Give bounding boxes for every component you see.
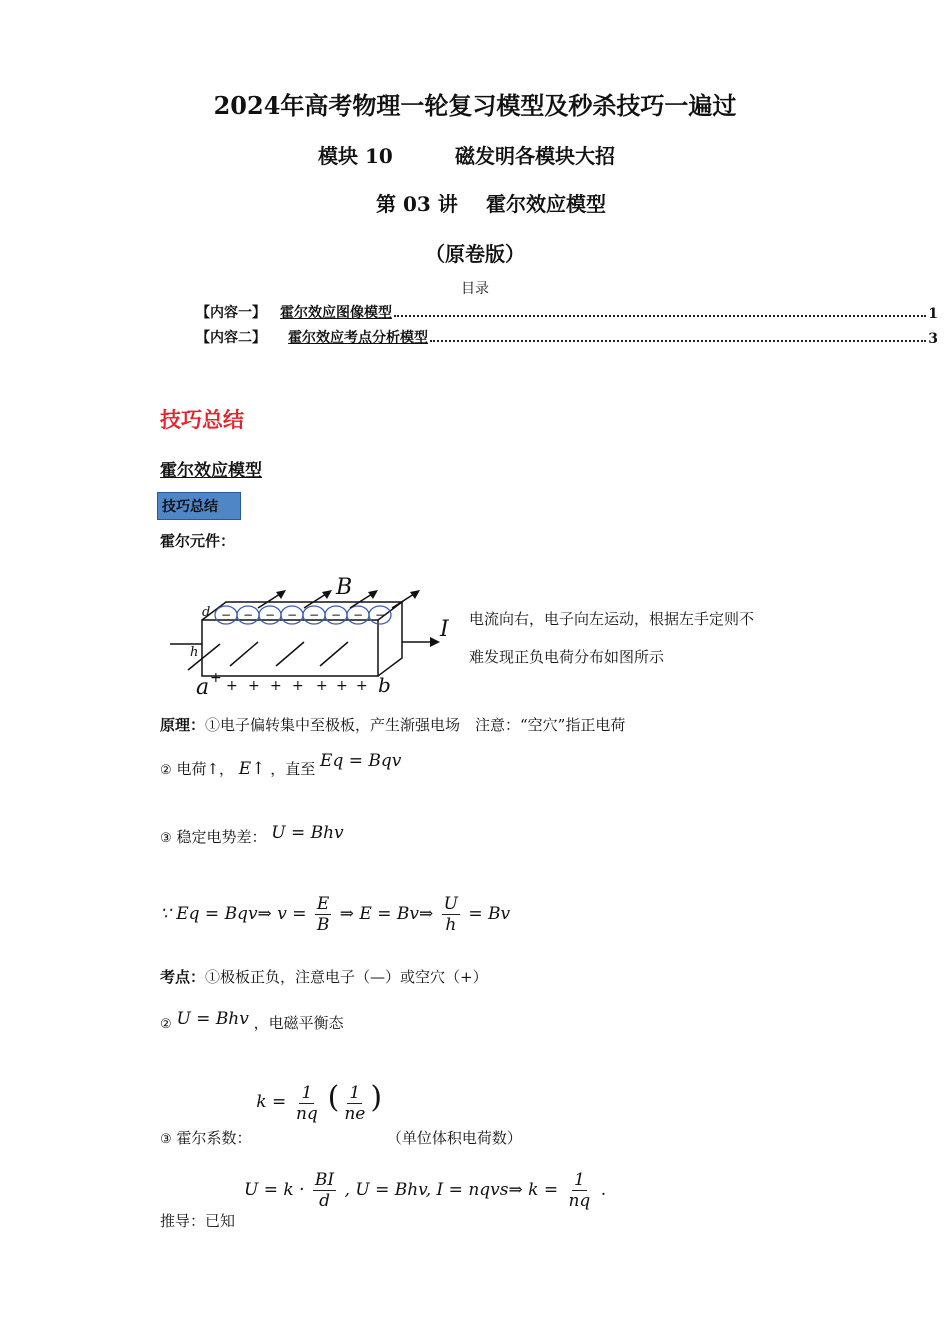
exam-point-3: ③ 霍尔系数： k = $\frac{1}{nq}$ ( $\frac{1}{ne}$ ) （单位体积电荷数） <box>160 1080 522 1147</box>
svg-text:−: − <box>242 608 254 622</box>
toc-leader-dots <box>394 315 926 317</box>
principle-line1: 原理：①电子偏转集中至极板，产生渐强电场 注意：“空穴”指正电荷 <box>160 716 626 734</box>
principle-line3: ③ 稳定电势差： U = Bhv <box>160 823 344 846</box>
toc-item-label: 【内容一】 <box>196 305 266 321</box>
exam-point-2: ② U = Bhv ，电磁平衡态 <box>160 1009 344 1032</box>
module-name: 磁发明各模块大招 <box>455 144 615 168</box>
toc-leader-dots <box>430 340 926 342</box>
hall-element-label: 霍尔元件： <box>160 532 236 550</box>
label-current: I <box>440 617 449 642</box>
toc-heading: 目录 <box>461 281 489 297</box>
figure-caption-line1: 电流向右，电子向左运动，根据左手定则不 <box>469 610 755 628</box>
arrow-head-icon <box>430 637 440 647</box>
toc-item-page: 1 <box>928 306 938 322</box>
toc-item-link[interactable]: 霍尔效应图像模型 <box>280 305 392 321</box>
principle-line2: ② 电荷↑， E↑ ，直至 Eq = Bqv <box>160 751 402 779</box>
toc-item-label: 【内容二】 <box>196 330 266 346</box>
version-label: （原卷版） <box>425 242 525 266</box>
label-b-plate: b <box>378 673 391 697</box>
hall-element-diagram <box>160 570 460 700</box>
svg-text:+: + <box>356 678 368 694</box>
svg-text:−: − <box>308 608 320 622</box>
label-h: h <box>190 645 199 660</box>
toc-item[interactable] <box>196 300 938 322</box>
svg-text:−: − <box>286 608 298 622</box>
lecture-number: 第 03 讲 <box>376 192 458 216</box>
svg-text:+: + <box>336 678 348 694</box>
electron-circles <box>215 606 391 624</box>
exam-point-1: 考点：①极板正负，注意电子（—）或空穴（+） <box>160 968 488 986</box>
svg-text:−: − <box>374 608 386 622</box>
lecture-name: 霍尔效应模型 <box>486 192 606 216</box>
toc-item-link[interactable]: 霍尔效应考点分析模型 <box>288 330 428 346</box>
svg-text:+: + <box>248 678 260 694</box>
principle-derivation: ∵ Eq = Bqv⇒ v = $\frac{E}{B}$ ⇒ E = Bv⇒ $\frac{U}{h}$ = Bv <box>160 894 511 935</box>
field-strokes <box>188 642 348 670</box>
svg-text:+: + <box>270 678 282 694</box>
label-d: d <box>202 605 211 620</box>
svg-text:+: + <box>292 678 304 694</box>
hall-coefficient-derivation: U = k · $\frac{BI}{d}$ , U = Bhv, I = nqvs⇒ k = $\frac{1}{nq}$ . <box>244 1170 607 1211</box>
label-b-field: B <box>336 575 353 600</box>
model-title: 霍尔效应模型 <box>160 461 262 481</box>
svg-text:+: + <box>316 678 328 694</box>
document-title: 2024年高考物理一轮复习模型及秒杀技巧一遍过 <box>213 91 737 120</box>
svg-text:+: + <box>210 670 222 686</box>
svg-text:−: − <box>330 608 342 622</box>
derivation-label: 推导：已知 <box>160 1212 236 1230</box>
label-a: a <box>196 675 210 700</box>
plus-signs <box>210 670 368 694</box>
skill-summary-box: 技巧总结 <box>157 492 241 520</box>
toc-item-page: 3 <box>928 331 938 347</box>
svg-text:−: − <box>220 608 232 622</box>
svg-text:−: − <box>352 608 364 622</box>
skill-summary-heading: 技巧总结 <box>160 407 244 432</box>
toc-item[interactable] <box>196 325 938 347</box>
figure-caption-line2: 难发现正负电荷分布如图所示 <box>469 648 665 666</box>
svg-text:+: + <box>226 678 238 694</box>
svg-text:−: − <box>264 608 276 622</box>
module-number: 模块 10 <box>318 144 393 168</box>
